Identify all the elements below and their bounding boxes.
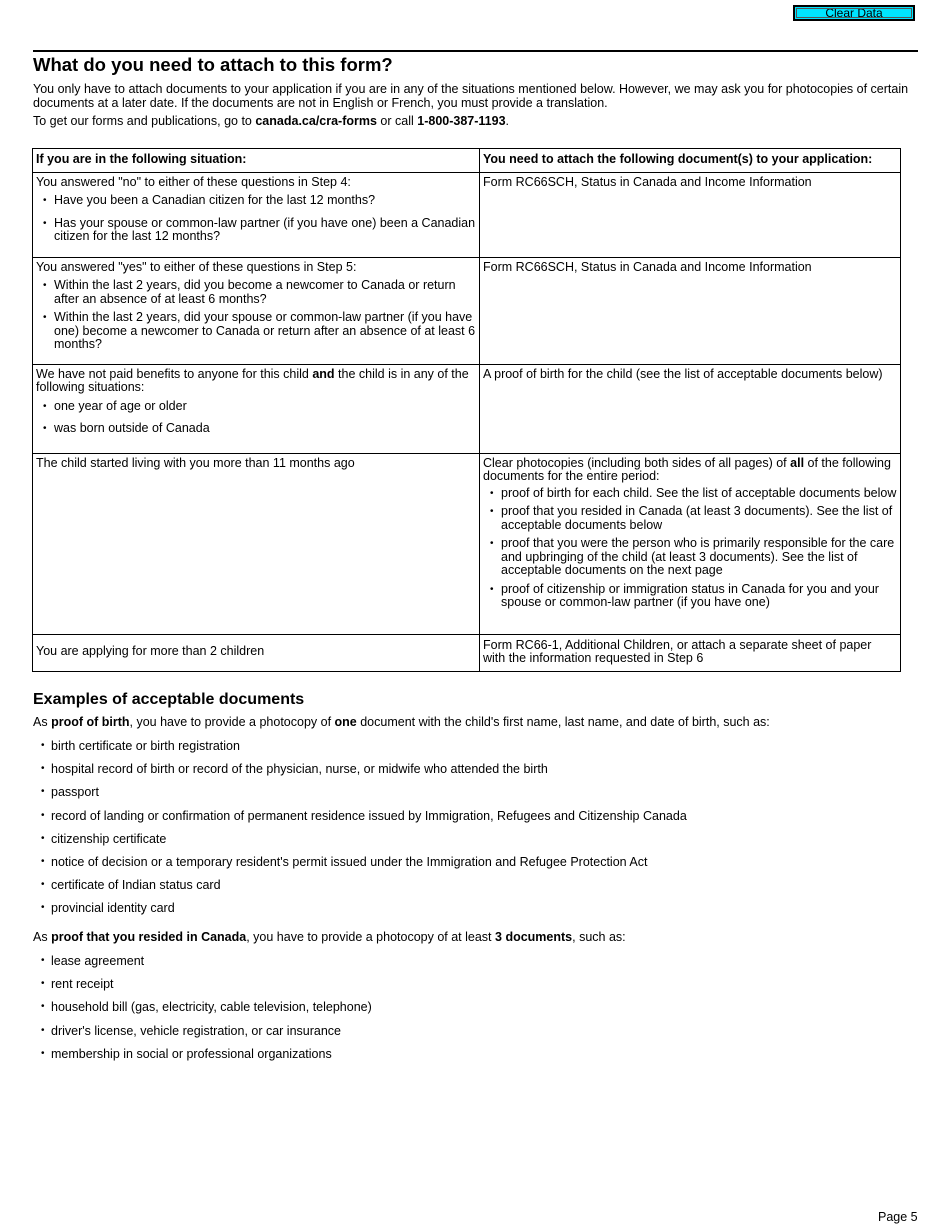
list-item: • provincial identity card bbox=[51, 901, 687, 924]
situation-list bbox=[36, 279, 476, 352]
header-documents: You need to attach the following document(s) to your application: bbox=[480, 149, 901, 173]
list-item: • one year of age or older bbox=[54, 400, 476, 414]
documents-cell: Form RC66-1, Additional Children, or attach a separate sheet of paper with the information requested in Step 6 bbox=[480, 634, 901, 671]
list-item: • driver's license, vehicle registration, or car insurance bbox=[51, 1024, 372, 1047]
forms-link[interactable]: canada.ca/cra-forms bbox=[255, 114, 377, 128]
list-item: • proof that you resided in Canada (at least 3 documents). See the list of acceptable documents below bbox=[501, 505, 897, 532]
documents-cell: A proof of birth for the child (see the list of acceptable documents below) bbox=[480, 364, 901, 453]
intro-paragraph: You only have to attach documents to your application if you are in any of the situations mentioned below. However, we may ask you for photocopies of certain documents at a later date. If the documents are not in English or French, you must provide a translation. bbox=[33, 82, 909, 110]
table-row bbox=[33, 634, 901, 671]
forms-info: To get our forms and publications, go to canada.ca/cra-forms or call 1-800-387-1193. bbox=[33, 114, 510, 128]
list-item: • record of landing or confirmation of permanent residence issued by Immigration, Refugees and Citizenship Canada bbox=[51, 809, 687, 832]
table-header-row bbox=[33, 149, 901, 173]
table-row bbox=[33, 172, 901, 257]
documents-list bbox=[483, 487, 897, 610]
list-item: • passport bbox=[51, 785, 687, 808]
situation-list bbox=[36, 400, 476, 436]
header-situation: If you are in the following situation: bbox=[33, 149, 480, 173]
page-number: Page 5 bbox=[878, 1210, 918, 1224]
examples-heading: Examples of acceptable documents bbox=[33, 691, 305, 708]
situation-text: You answered "no" to either of these questions in Step 4: bbox=[36, 174, 351, 189]
table-row bbox=[33, 257, 901, 364]
list-item: • citizenship certificate bbox=[51, 832, 687, 855]
table-row bbox=[33, 364, 901, 453]
list-item: • Within the last 2 years, did your spouse or common-law partner (if you have one) become a newcomer to Canada or return after an absence of at least 6 months? bbox=[54, 311, 476, 352]
situation-cell bbox=[33, 364, 480, 453]
proof-of-birth-list bbox=[33, 739, 687, 925]
list-item: • proof of birth for each child. See the list of acceptable documents below bbox=[501, 487, 897, 501]
list-item: • certificate of Indian status card bbox=[51, 878, 687, 901]
situation-cell bbox=[33, 257, 480, 364]
proof-of-birth-intro: As proof of birth, you have to provide a photocopy of one document with the child's first name, last name, and date of birth, such as: bbox=[33, 715, 770, 729]
documents-cell: Form RC66SCH, Status in Canada and Income Information bbox=[480, 257, 901, 364]
clear-data-button[interactable]: Clear Data bbox=[793, 5, 915, 21]
list-item: • Has your spouse or common-law partner (if you have one) been a Canadian citizen for the last 12 months? bbox=[54, 217, 476, 244]
list-item: • Have you been a Canadian citizen for the last 12 months? bbox=[54, 194, 476, 208]
proof-of-residence-intro: As proof that you resided in Canada, you have to provide a photocopy of at least 3 documents, such as: bbox=[33, 930, 626, 944]
table-row bbox=[33, 453, 901, 634]
list-item: • lease agreement bbox=[51, 954, 372, 977]
list-item: • Within the last 2 years, did you become a newcomer to Canada or return after an absence of at least 6 months? bbox=[54, 279, 476, 306]
list-item: • proof of citizenship or immigration status in Canada for you and your spouse or common-law partner (if you have one) bbox=[501, 583, 897, 610]
situation-list bbox=[36, 194, 476, 244]
header-rule bbox=[33, 50, 918, 52]
list-item: • birth certificate or birth registration bbox=[51, 739, 687, 762]
situation-text: You answered "yes" to either of these questions in Step 5: bbox=[36, 259, 357, 274]
situation-cell: The child started living with you more than 11 months ago bbox=[33, 453, 480, 634]
situation-text: We have not paid benefits to anyone for this child and the child is in any of the following situations: bbox=[36, 366, 469, 394]
list-item: • proof that you were the person who is primarily responsible for the care and upbringing of the child (at least 3 documents). See the list of acceptable documents on the next page bbox=[501, 537, 897, 578]
list-item: • rent receipt bbox=[51, 977, 372, 1000]
documents-cell bbox=[480, 453, 901, 634]
documents-cell: Form RC66SCH, Status in Canada and Income Information bbox=[480, 172, 901, 257]
list-item: • hospital record of birth or record of the physician, nurse, or midwife who attended the birth bbox=[51, 762, 687, 785]
list-item: • was born outside of Canada bbox=[54, 422, 476, 436]
list-item: • household bill (gas, electricity, cable television, telephone) bbox=[51, 1000, 372, 1023]
proof-of-residence-list bbox=[33, 954, 372, 1070]
required-documents-table bbox=[32, 148, 901, 672]
situation-cell: You are applying for more than 2 children bbox=[33, 634, 480, 671]
documents-text: Clear photocopies (including both sides of all pages) of all of the following documents for the entire period: bbox=[483, 455, 891, 483]
page-title: What do you need to attach to this form? bbox=[33, 54, 393, 75]
situation-cell bbox=[33, 172, 480, 257]
phone-number: 1-800-387-1193 bbox=[417, 114, 506, 128]
list-item: • membership in social or professional organizations bbox=[51, 1047, 372, 1070]
list-item: • notice of decision or a temporary resident's permit issued under the Immigration and Refugee Protection Act bbox=[51, 855, 687, 878]
